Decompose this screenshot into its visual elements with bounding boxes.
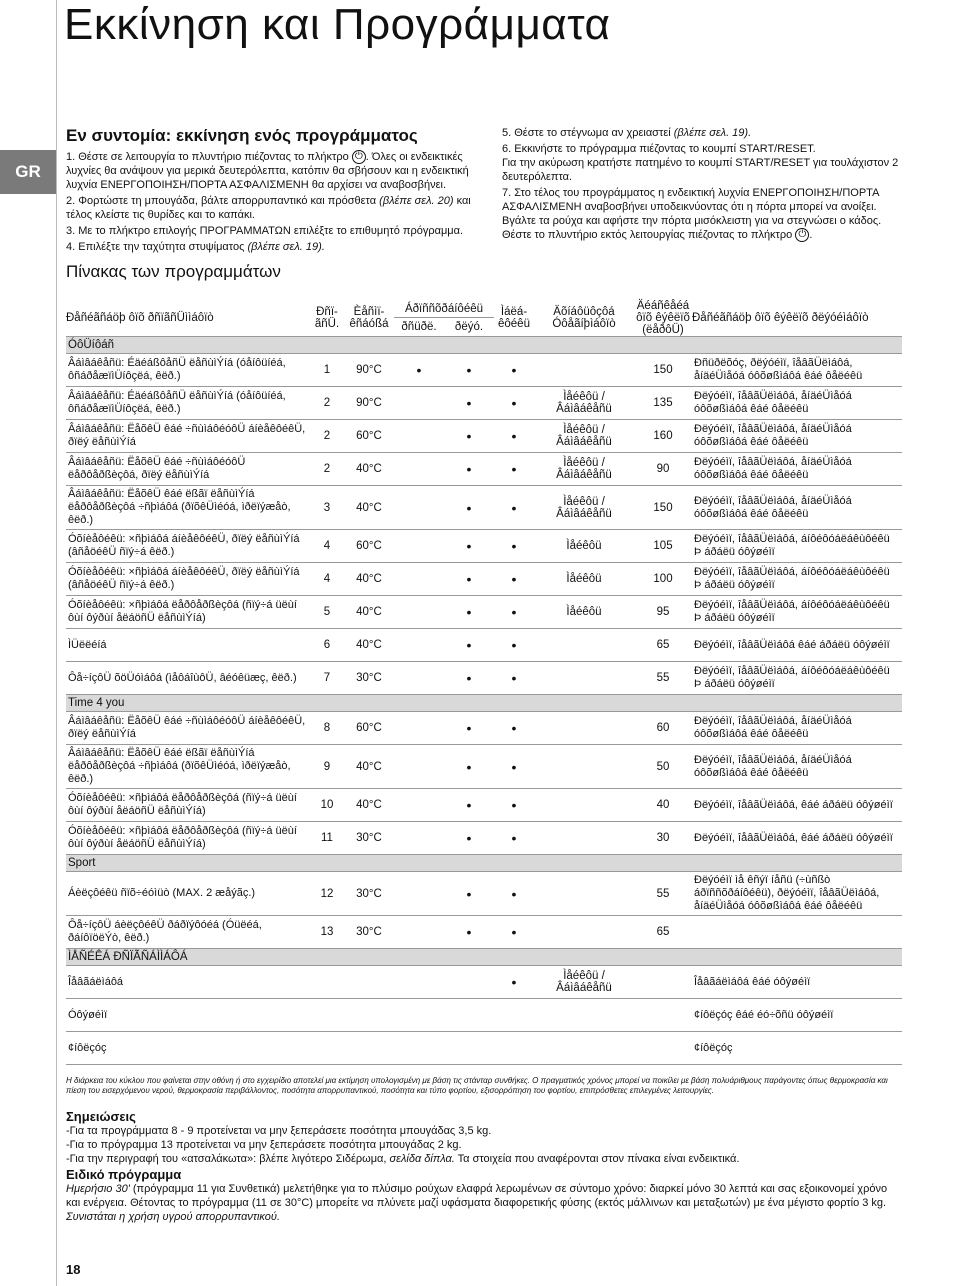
cell-prog: 1	[310, 354, 344, 387]
table-group-row	[66, 695, 902, 712]
header-temp: Èåñìï-êñáóßá	[344, 300, 394, 337]
header-softener: Ìáëá-êôéêü	[494, 300, 534, 337]
cell-wash: •	[444, 354, 494, 387]
step-3: 3. Με το πλήκτρο επιλογής ΠΡΟΓΡΑΜΜΑΤΩΝ επιλέξτε το επιθυμητό πρόγραμμα.	[66, 225, 464, 238]
cell-dry: Ìåéêôü	[534, 563, 634, 596]
cell-dur: 150	[634, 486, 692, 530]
cell-pre	[394, 999, 444, 1032]
cell-prog: 12	[310, 872, 344, 916]
cell-temp: 60°C	[344, 420, 394, 453]
cell-wash: •	[444, 662, 494, 695]
cell-dur: 90	[634, 453, 692, 486]
cell-temp: 40°C	[344, 596, 394, 629]
special-heading: Ειδικό πρόγραμμα	[66, 1167, 182, 1182]
cell-desc: Óõíèåôéêü: ×ñþìáôá áíèåêôéêÜ, ðïëý ëåñùìÝíá (âñåöéêÜ ñïý÷á êëð.)	[66, 530, 310, 563]
step-7: 7. Στο τέλος του προγράμματος η ενδεικτική λυχνία ΕΝΕΡΓΟΠΟΙΗΣΗ/ΠΟΡΤΑ ΑΣΦΑΛΙΣΜΕΝΗ αναβοσβήνει υποδεικνύοντας ότι η πόρτα μπορεί να ανοίξει. Βγάλτε τα ρούχα και αφήστε την πόρτα μισόκλειστη για να στεγνώσει ο κάδος. Θέστε το πλυντήριο εκτός λειτουργίας πιέζοντας το πλήκτρο ⏻ .	[502, 187, 882, 241]
cell-dur	[634, 1032, 692, 1065]
cell-soft	[494, 1032, 534, 1065]
cell-wash	[444, 999, 494, 1032]
cell-desc: Âáìâáêåñü: ËåõêÜ êáé ÷ñùìáôéóôÜ áíèåêôéêÜ, ðïëý ëåñùìÝíá	[66, 420, 310, 453]
cell-pre	[394, 789, 444, 822]
header-info: Ðåñéãñáöþ ôïõ êýêëïõ ðëýóéìáôïò	[692, 300, 902, 337]
page-number: 18	[66, 1262, 81, 1277]
note-line: -Για το πρόγραμμα 13 προτείνεται να μην ξεπεράσετε ποσότητα μπουγάδας 2 kg.	[66, 1139, 462, 1151]
cell-wash: •	[444, 596, 494, 629]
header-wash: ðëýó.	[444, 318, 494, 337]
cell-desc: Ôå÷íçôÜ õöÜóìáôá (ìåôáîùôÜ, âéóêüæç, êëð.)	[66, 662, 310, 695]
group-label: ÌÅÑÉÊÁ ÐÑÏÃÑÁÌÌÁÔÁ	[66, 949, 902, 966]
cell-soft: •	[494, 486, 534, 530]
footnote: Η διάρκεια του κύκλου που φαίνεται στην οθόνη ή στο εγχειρίδιο αποτελεί μια εκτίμηση υπολογισμένη με βάση τις στάνταρ συνθήκες. Ο πραγματικός χρόνος μπορεί να ποικίλει με βάση πολυάριθμους παράγοντες όπως θερμοκρασία και πίεση του εισερχόμενου νερού, θερμοκρασία περιβάλλοντος, ποσότητα απορρυπαντικού, ποσότητα και τύπο φορτίου, εξισορρόπηση του φορτίου, επιπρόσθετες επιλεγμένες λειτουργίες.	[66, 1076, 888, 1095]
cell-info	[692, 916, 902, 949]
cell-pre	[394, 712, 444, 745]
group-label: Time 4 you	[66, 695, 902, 712]
cell-dur: 160	[634, 420, 692, 453]
cell-soft: •	[494, 354, 534, 387]
cell-pre	[394, 872, 444, 916]
note-line: -Για τα προγράμματα 8 - 9 προτείνεται να μην ξεπεράσετε ποσότητα μπουγάδας 3,5 kg.	[66, 1125, 492, 1137]
cell-soft: •	[494, 822, 534, 855]
cell-soft: •	[494, 712, 534, 745]
cell-temp	[344, 1032, 394, 1065]
cell-wash: •	[444, 745, 494, 789]
header-prewash: ðñüðë.	[394, 318, 444, 337]
cell-info: Ðëýóéìï, îåâãÜëìáôá, êáé áðáëü óôýøéìï	[692, 789, 902, 822]
step-5: 5. Θέστε το στέγνωμα αν χρειαστεί (βλέπε σελ. 19).	[502, 127, 752, 139]
cell-prog: 2	[310, 453, 344, 486]
cell-wash: •	[444, 387, 494, 420]
cell-soft: •	[494, 596, 534, 629]
cell-soft: •	[494, 629, 534, 662]
power-icon: ⏻	[352, 150, 366, 164]
cell-desc: Óõíèåôéêü: ×ñþìáôá áíèåêôéêÜ, ðïëý ëåñùìÝíá (âñåöéêÜ ñïý÷á êëð.)	[66, 563, 310, 596]
cell-dry: Ìåéêôü / Âáìâáêåñü	[534, 966, 634, 999]
cell-dry	[534, 712, 634, 745]
cell-dur: 60	[634, 712, 692, 745]
cell-desc: Óõíèåôéêü: ×ñþìáôá ëåðôåðßèçôá (ñïý÷á üëùí ôùí ôýðùí åëáöñÜ ëåñùìÝíá)	[66, 596, 310, 629]
cell-pre	[394, 966, 444, 999]
header-detergent: Áðïññõðáíôéêü	[394, 300, 494, 318]
cell-dry	[534, 872, 634, 916]
group-label: Sport	[66, 855, 902, 872]
summary-left	[66, 126, 476, 282]
cell-dry: Ìåéêôü / Âáìâáêåñü	[534, 486, 634, 530]
cell-wash: •	[444, 872, 494, 916]
step-4: 4. Επιλέξτε την ταχύτητα στυψίματος (βλέπε σελ. 19).	[66, 241, 325, 254]
cell-soft: •	[494, 966, 534, 999]
cell-wash: •	[444, 486, 494, 530]
cell-dry	[534, 789, 634, 822]
cell-prog: 3	[310, 486, 344, 530]
cell-dur: 50	[634, 745, 692, 789]
cell-wash: •	[444, 629, 494, 662]
cell-dur	[634, 966, 692, 999]
table-group-row	[66, 949, 902, 966]
cell-info: Ðëýóéìï, îåâãÜëìáôá, êáé áðáëü óôýøéìï	[692, 822, 902, 855]
cell-temp	[344, 966, 394, 999]
cell-temp: 40°C	[344, 563, 394, 596]
table-row	[66, 745, 902, 789]
cell-pre: •	[394, 354, 444, 387]
cell-dur: 55	[634, 872, 692, 916]
cell-prog: 4	[310, 563, 344, 596]
cell-dur: 150	[634, 354, 692, 387]
cell-soft: •	[494, 563, 534, 596]
cell-prog: 4	[310, 530, 344, 563]
cell-info: Ðëýóéìï ìå êñýï íåñü (÷ùñßò áðïññõðáíôéêü), ðëýóéìï, îåâãÜëìáôá, åíäéÜìåóá óôõøßìáôá êáé ôåëéêü	[692, 872, 902, 916]
table-row	[66, 999, 902, 1032]
header-duration: Äéáñêåéá ôïõ êýêëïõ (ëåðôÜ)	[634, 300, 692, 337]
cell-prog: 6	[310, 629, 344, 662]
cell-desc: ÌÜëëéíá	[66, 629, 310, 662]
cell-desc: Áèëçôéêü ñïõ÷éóìüò (MAX. 2 æåýãç.)	[66, 872, 310, 916]
notes-heading: Σημειώσεις	[66, 1109, 136, 1124]
table-row	[66, 789, 902, 822]
table-row	[66, 453, 902, 486]
cell-info: Ðëýóéìï, îåâãÜëìáôá, åíäéÜìåóá óôõøßìáôá êáé ôåëéêü	[692, 745, 902, 789]
table-row	[66, 420, 902, 453]
cell-info: ¢íôëçóç	[692, 1032, 902, 1065]
cell-pre	[394, 420, 444, 453]
cell-prog	[310, 999, 344, 1032]
cell-pre	[394, 822, 444, 855]
summary-right	[502, 126, 902, 244]
cell-dur: 135	[634, 387, 692, 420]
cell-pre	[394, 1032, 444, 1065]
language-tab: GR	[0, 150, 56, 194]
cell-soft: •	[494, 420, 534, 453]
cell-info: Ðëýóéìï, îåâãÜëìáôá êáé áðáëü óôýøéìï	[692, 629, 902, 662]
cell-pre	[394, 662, 444, 695]
cell-info: Ðëýóéìï, îåâãÜëìáôá, åíäéÜìåóá óôõøßìáôá êáé ôåëéêü	[692, 387, 902, 420]
cell-pre	[394, 387, 444, 420]
cell-dry: Ìåéêôü / Âáìâáêåñü	[534, 420, 634, 453]
cell-pre	[394, 745, 444, 789]
cell-dry	[534, 745, 634, 789]
cell-info: Îåâãáëìáôá êáé óôýøéìï	[692, 966, 902, 999]
cell-pre	[394, 596, 444, 629]
cell-desc: Âáìâáêåñü: ÉäéáßôåñÜ ëåñùìÝíá (óåíôüíéá, ôñáðåæïìÜíôçëá, êëð.)	[66, 354, 310, 387]
cell-pre	[394, 453, 444, 486]
cell-pre	[394, 486, 444, 530]
cell-temp: 40°C	[344, 486, 394, 530]
cell-wash: •	[444, 453, 494, 486]
cell-prog: 2	[310, 420, 344, 453]
cell-wash: •	[444, 916, 494, 949]
cell-prog: 5	[310, 596, 344, 629]
header-prog: Ðñï-ãñÜ.	[310, 300, 344, 337]
cell-dur: 65	[634, 629, 692, 662]
table-row	[66, 966, 902, 999]
cell-soft: •	[494, 662, 534, 695]
summary-heading: Εν συντομία: εκκίνηση ενός προγράμματος	[66, 126, 418, 145]
table-row	[66, 354, 902, 387]
header-drying: Äõíáôüôçôá Óôåãíþìáôïò	[534, 300, 634, 337]
cell-pre	[394, 530, 444, 563]
cell-pre	[394, 563, 444, 596]
cell-wash: •	[444, 789, 494, 822]
cell-info: Ðëýóéìï, îåâãÜëìáôá, åíäéÜìåóá óôõøßìáôá êáé ôåëéêü	[692, 420, 902, 453]
cell-desc: Âáìâáêåñü: ËåõêÜ êáé ÷ñùìáôéóôÜ ëåðôåðßèçôá, ðïëý ëåñùìÝíá	[66, 453, 310, 486]
note-line: -Για την περιγραφή του «ατσαλάκωτα»: βλέπε λιγότερο Σιδέρωμα, σελίδα δίπλα. Τα στοιχεία που αναφέρονται στον πίνακα είναι ενδεικτικά.	[66, 1153, 740, 1165]
notes	[66, 1108, 902, 1224]
cell-info: Ðñüðëõóç, ðëýóéìï, îåâãÜëìáôá, åíäéÜìåóá óôõøßìáôá êáé ôåëéêü	[692, 354, 902, 387]
cell-dry	[534, 916, 634, 949]
cell-soft	[494, 999, 534, 1032]
cell-prog	[310, 1032, 344, 1065]
cell-desc: ¢íôëçóç	[66, 1032, 310, 1065]
table-row	[66, 486, 902, 530]
cell-soft: •	[494, 745, 534, 789]
cell-dur: 55	[634, 662, 692, 695]
step-1: 1. Θέστε σε λειτουργία το πλυντήριο πιέζοντας το πλήκτρο ⏻ . Όλες οι ενδεικτικές λυχνίες θα ανάψουν για μερικά δευτερόλεπτα, κατόπιν θα σβήσουν και η ενδεικτική λυχνία ΕΝΕΡΓΟΠΟΙΗΣΗ/ΠΟΡΤΑ ΑΣΦΑΛΙΣΜΕΝΗ θα αρχίσει να αναβοσβήνει.	[66, 151, 469, 192]
cell-soft: •	[494, 872, 534, 916]
cell-wash: •	[444, 563, 494, 596]
cell-temp: 30°C	[344, 662, 394, 695]
cell-dur: 105	[634, 530, 692, 563]
cell-dry: Ìåéêôü / Âáìâáêåñü	[534, 453, 634, 486]
cell-desc: Ôå÷íçôÜ áèëçôéêÜ ðáðïýôóéá (Óüëéá, ðáíôïöëÝò, êëð.)	[66, 916, 310, 949]
cell-desc: Âáìâáêåñü: ËåõêÜ êáé ÷ñùìáôéóôÜ áíèåêôéêÜ, ðïëý ëåñùìÝíá	[66, 712, 310, 745]
page-title: Εκκίνηση και Προγράμματα	[64, 0, 611, 49]
cell-dur: 65	[634, 916, 692, 949]
cell-wash: •	[444, 822, 494, 855]
cell-wash: •	[444, 530, 494, 563]
table-row	[66, 596, 902, 629]
cell-temp: 30°C	[344, 916, 394, 949]
cell-wash	[444, 966, 494, 999]
cell-dur: 30	[634, 822, 692, 855]
cell-dry	[534, 822, 634, 855]
cell-info: Ðëýóéìï, îåâãÜëìáôá, áíôéôóáëáêùôéêü Þ áðáëü óôýøéìï	[692, 563, 902, 596]
cell-dry	[534, 1032, 634, 1065]
cell-desc: Âáìâáêåñü: ÉäéáßôåñÜ ëåñùìÝíá (óåíôüíéá, ôñáðåæïìÜíôçëá, êëð.)	[66, 387, 310, 420]
cell-info: Ðëýóéìï, îåâãÜëìáôá, åíäéÜìåóá óôõøßìáôá êáé ôåëéêü	[692, 486, 902, 530]
group-label: ÓôÜíôáñ	[66, 337, 902, 354]
table-heading: Πίνακας των προγραμμάτων	[66, 262, 281, 282]
cell-soft: •	[494, 530, 534, 563]
cell-temp: 30°C	[344, 822, 394, 855]
table-row	[66, 662, 902, 695]
cell-dry	[534, 662, 634, 695]
table-header-row	[66, 300, 902, 318]
cell-temp: 90°C	[344, 354, 394, 387]
cell-desc: Âáìâáêåñü: ËåõêÜ êáé ëßãï ëåñùìÝíá ëåðôåðßèçôá ÷ñþìáôá (ðïõêÜìéóá, ìðëïýæåò, êëð.)	[66, 486, 310, 530]
cell-dry: Ìåéêôü / Âáìâáêåñü	[534, 387, 634, 420]
cell-temp: 40°C	[344, 745, 394, 789]
cell-prog: 13	[310, 916, 344, 949]
table-row	[66, 1032, 902, 1065]
cell-temp: 40°C	[344, 453, 394, 486]
table-row	[66, 530, 902, 563]
cell-info: Ðëýóéìï, îåâãÜëìáôá, åíäéÜìåóá óôõøßìáôá êáé ôåëéêü	[692, 712, 902, 745]
cell-prog: 9	[310, 745, 344, 789]
cell-dry: Ìåéêôü	[534, 596, 634, 629]
cell-soft: •	[494, 789, 534, 822]
cell-soft: •	[494, 387, 534, 420]
cell-dur: 40	[634, 789, 692, 822]
table-row	[66, 629, 902, 662]
table-row	[66, 563, 902, 596]
cell-temp: 60°C	[344, 530, 394, 563]
cell-dry	[534, 354, 634, 387]
cell-temp: 40°C	[344, 629, 394, 662]
cell-prog: 7	[310, 662, 344, 695]
cell-info: Ðëýóéìï, îåâãÜëìáôá, áíôéôóáëáêùôéêü Þ áðáëü óôýøéìï	[692, 662, 902, 695]
table-row	[66, 822, 902, 855]
cell-wash: •	[444, 420, 494, 453]
cell-info: Ðëýóéìï, îåâãÜëìáôá, åíäéÜìåóá óôõøßìáôá êáé ôåëéêü	[692, 453, 902, 486]
cell-desc: Óõíèåôéêü: ×ñþìáôá ëåðôåðßèçôá (ñïý÷á üëùí ôùí ôýðùí åëáöñÜ ëåñùìÝíá)	[66, 789, 310, 822]
cell-dry	[534, 629, 634, 662]
cell-dur	[634, 999, 692, 1032]
cell-pre	[394, 916, 444, 949]
cell-dry	[534, 999, 634, 1032]
cell-temp: 60°C	[344, 712, 394, 745]
cell-temp: 30°C	[344, 872, 394, 916]
table-row	[66, 872, 902, 916]
cell-info: Ðëýóéìï, îåâãÜëìáôá, áíôéôóáëáêùôéêü Þ áðáëü óôýøéìï	[692, 596, 902, 629]
cell-prog: 8	[310, 712, 344, 745]
power-icon: ⏻	[795, 228, 809, 242]
cell-desc: Âáìâáêåñü: ËåõêÜ êáé ëßãï ëåñùìÝíá ëåðôåðßèçôá ÷ñþìáôá (ðïõêÜìéóá, ìðëïýæåò, êëð.)	[66, 745, 310, 789]
cell-pre	[394, 629, 444, 662]
cell-dur: 100	[634, 563, 692, 596]
cell-dry: Ìåéêôü	[534, 530, 634, 563]
margin-rule	[56, 0, 57, 1286]
cell-prog: 11	[310, 822, 344, 855]
cell-prog	[310, 966, 344, 999]
cell-desc: Óôýøéìï	[66, 999, 310, 1032]
table-row	[66, 916, 902, 949]
cell-temp: 40°C	[344, 789, 394, 822]
cell-dur: 95	[634, 596, 692, 629]
table-group-row	[66, 337, 902, 354]
special-text: Ημερήσιο 30' (πρόγραμμα 11 για Συνθετικά) μελετήθηκε για το πλύσιμο ρούχων ελαφρά λερωμένων σε σύντομο χρόνο: διαρκεί μόνο 30 λεπτά και σας εξοικονομεί χρόνο και ενέργεια. Θέτοντας το πρόγραμμα (11 σε 30°C) μπορείτε να πλύνετε μαζί υφάσματα διαφορετικής φύσης (εκτός μάλλινων και μεταξωτών) με ένα μέγιστο φορτίο 3 kg. Συνιστάται η χρήση υγρού απορρυπαντικού.	[66, 1183, 888, 1223]
cell-desc: Îåâãáëìáôá	[66, 966, 310, 999]
cell-prog: 10	[310, 789, 344, 822]
cell-prog: 2	[310, 387, 344, 420]
table-row	[66, 387, 902, 420]
cell-info: ¢íôëçóç êáé éó÷õñü óôýøéìï	[692, 999, 902, 1032]
step-2: 2. Φορτώστε τη μπουγάδα, βάλτε απορρυπαντικό και πρόσθετα (βλέπε σελ. 20) και τέλος κλείστε τις θυρίδες και το καπάκι.	[66, 195, 471, 222]
cell-info: Ðëýóéìï, îåâãÜëìáôá, áíôéôóáëáêùôéêü Þ áðáëü óôýøéìï	[692, 530, 902, 563]
cell-desc: Óõíèåôéêü: ×ñþìáôá ëåðôåðßèçôá (ñïý÷á üëùí ôùí ôýðùí åëáöñÜ ëåñùìÝíá)	[66, 822, 310, 855]
cell-wash: •	[444, 712, 494, 745]
cell-wash	[444, 1032, 494, 1065]
header-desc: Ðåñéãñáöþ ôïõ ðñïãñÜììáôïò	[66, 300, 310, 337]
step-6: 6. Εκκινήστε το πρόγραμμα πιέζοντας το κουμπί START/RESET. Για την ακύρωση κρατήστε πατημένο το κουμπί START/RESET για τουλάχιστον 2 δευτερόλεπτα.	[502, 143, 899, 183]
cell-temp	[344, 999, 394, 1032]
cell-temp: 90°C	[344, 387, 394, 420]
cell-soft: •	[494, 916, 534, 949]
cell-soft: •	[494, 453, 534, 486]
table-group-row	[66, 855, 902, 872]
programme-table	[66, 300, 902, 1065]
table-row	[66, 712, 902, 745]
